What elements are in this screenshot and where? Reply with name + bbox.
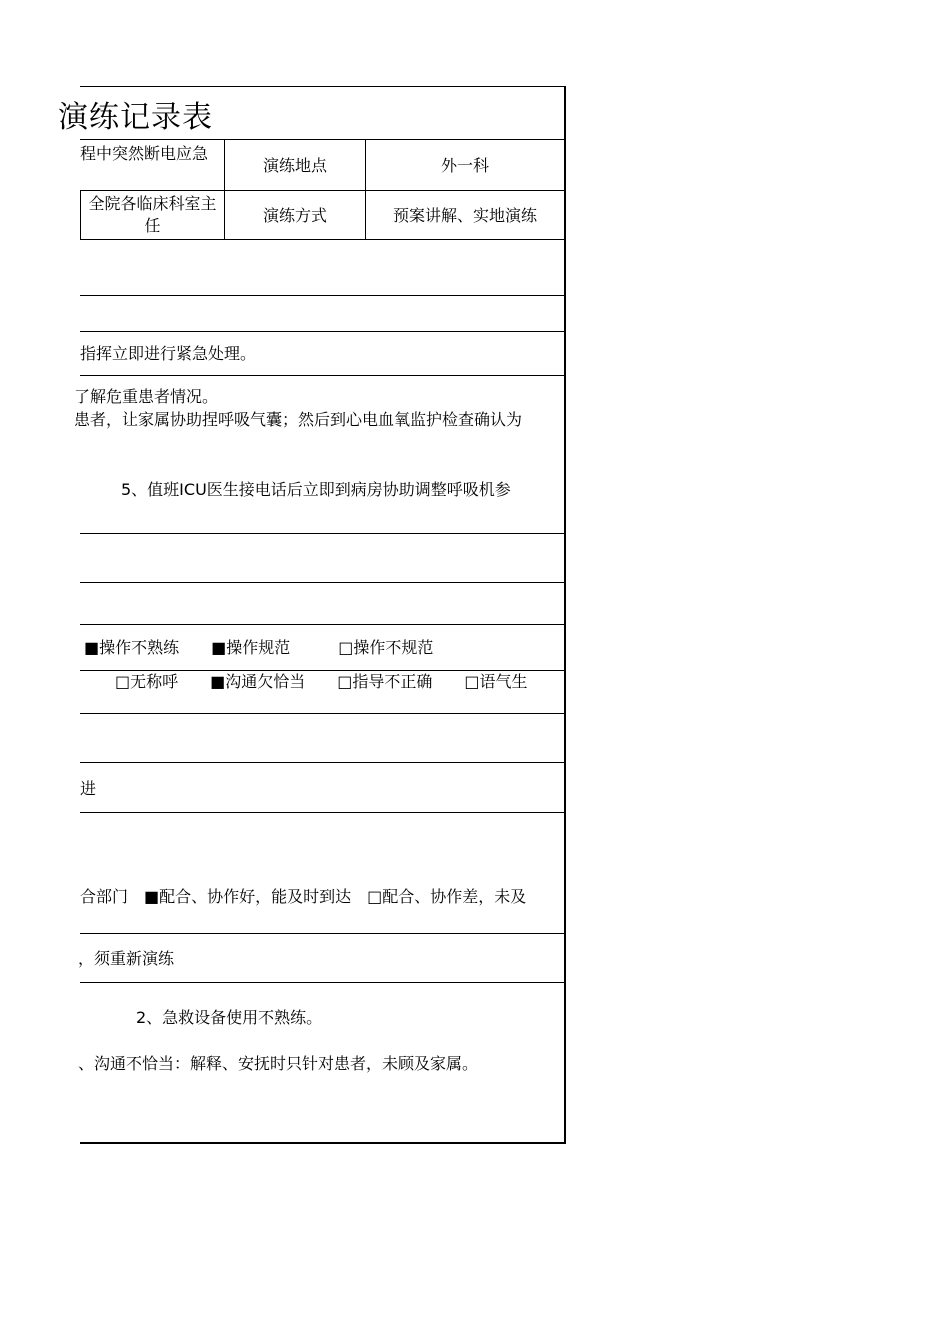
process-line: 患者，让家属协助捏呼吸气囊；然后到心电血氧监护检查确认为 xyxy=(74,410,523,429)
method-label: 演练方式 xyxy=(262,206,327,225)
process-line: 了解危重患者情况。 xyxy=(74,387,219,406)
participants-line1: 全院各临床科室主 xyxy=(88,194,217,213)
improve-text: 进 xyxy=(80,779,97,798)
location-value: 外一科 xyxy=(440,156,489,175)
problem-item: 2、急救设备使用不熟练。 xyxy=(136,1008,323,1027)
page-title: 演练记录表 xyxy=(58,100,213,135)
location-label: 演练地点 xyxy=(262,156,327,175)
process-line: 指挥立即进行紧急处理。 xyxy=(80,344,257,363)
method-value: 预案讲解、实地演练 xyxy=(392,206,537,225)
process-section xyxy=(74,336,564,532)
operation-eval: ■操作不熟练 ■操作规范 □操作不规范 xyxy=(84,638,434,657)
participants-cell xyxy=(81,191,224,239)
drill-subject: 程中突然断电应急 xyxy=(80,144,209,163)
communication-eval: □无称呼 ■沟通欠恰当 □指导不正确 □语气生 xyxy=(115,672,528,691)
drill-subject-cell xyxy=(80,140,224,190)
participants-line2: 任 xyxy=(144,216,161,235)
process-line: 5、值班ICU医生接电话后立即到病房协助调整呼吸机参 xyxy=(121,480,511,499)
redo-row xyxy=(78,934,564,982)
title-cell xyxy=(58,86,564,139)
problems-section xyxy=(78,983,564,1141)
cooperation-row xyxy=(80,813,564,933)
cooperation-eval: 合部门 ■配合、协作好，能及时到达 □配合、协作差，未及 xyxy=(80,887,527,906)
problem-item: 、沟通不恰当：解释、安抚时只针对患者，未顾及家属。 xyxy=(78,1054,479,1073)
improve-row xyxy=(80,763,564,812)
communication-eval-row xyxy=(80,671,564,713)
operation-eval-row xyxy=(80,625,564,670)
redo-text: ，须重新演练 xyxy=(78,949,175,968)
